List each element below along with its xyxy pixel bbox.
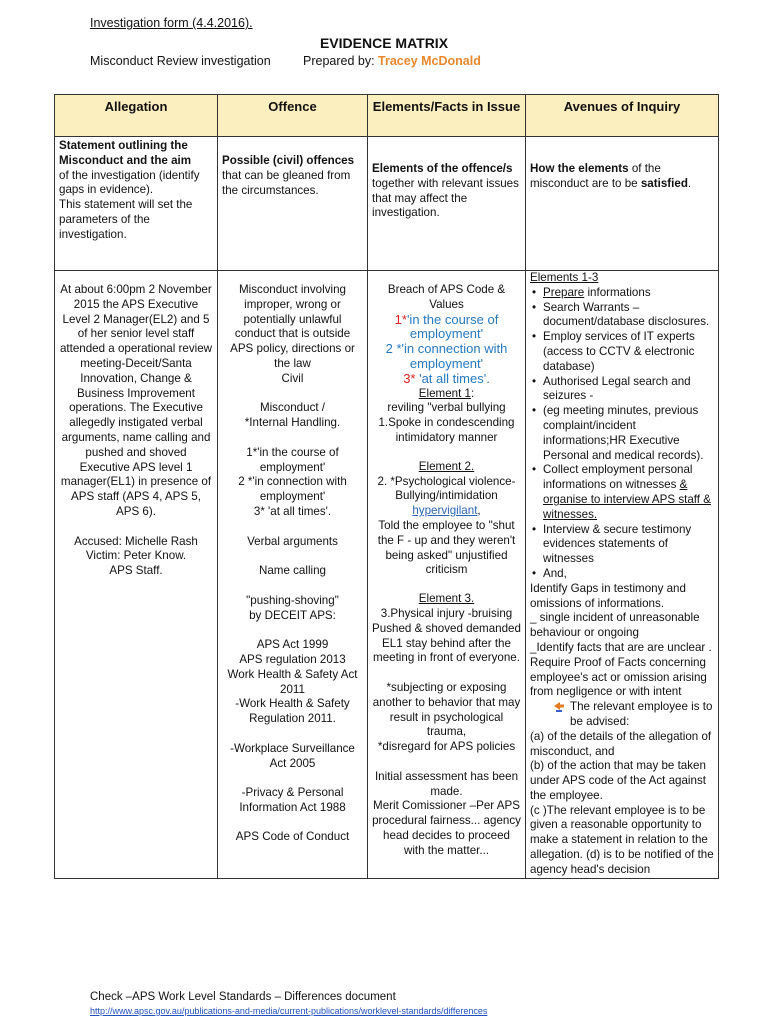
element-2-heading: Element 2.: [418, 459, 475, 473]
footer-check-note: Check –APS Work Level Standards – Differences document: [90, 991, 396, 1003]
review-label: Misconduct Review investigation: [90, 54, 271, 68]
element-1-text: reviling "verbal bullying 1.Spoke in condescending intimidatory manner: [378, 401, 515, 444]
intro-avenues-end: .: [687, 176, 692, 190]
intro-allegation-bold: Statement outlining the Misconduct and the aim: [59, 139, 192, 167]
intro-elements-text: together with relevant issues that may affect the investigation.: [372, 176, 519, 220]
allegation-text: At about 6:00pm 2 November 2015 the APS Executive Level 2 Manager(EL2) and 5 of her senior level staff attended a operational review meeting-Deceit/Santa Innovation, Change & Business Improvement operations. The Executive allegedly instigated verbal arguments, name calling and pushed and shoved Executive APS level 1 manager(EL1) in presence of APS staff (APS 4, APS 5, APS 6). Accused: Michelle Rash Victim: Peter Know. APS Staff.: [59, 283, 213, 578]
intro-offence: [218, 137, 368, 271]
element-1-colon: :: [470, 386, 475, 400]
intro-avenues: [526, 137, 719, 271]
offence-cell: [218, 271, 368, 879]
list-item-text: Collect employment personal informations on witnesses: [543, 463, 693, 492]
intro-row: [55, 137, 719, 271]
prepared-by: [303, 54, 481, 68]
page-title: EVIDENCE MATRIX: [319, 35, 449, 51]
avenues-list: [530, 286, 714, 582]
item3-text: 'at all times'.: [415, 370, 490, 386]
header-row: [55, 95, 719, 137]
prepared-label: Prepared by:: [303, 54, 379, 68]
evidence-matrix-table: [54, 94, 719, 879]
element-2-link-line: [372, 504, 521, 519]
header-elements: Elements/Facts in Issue: [368, 95, 526, 137]
list-item: [543, 463, 714, 522]
intro-allegation-text: of the investigation (identify gaps in evidence). This statement will set the parameters of the investigation.: [59, 168, 200, 241]
intro-avenues-mid: of the misconduct are to be: [530, 162, 661, 190]
intro-allegation: [55, 137, 218, 271]
offence-text: Misconduct involving improper, wrong or potentially unlawful conduct that is outside APS policy, directions or the law Civil Misconduct / *Internal Handling. 1*'in the course of employment' 2 *'in connection with employment' 3* 'at all times'. Verbal arguments Name calling "pushing-shoving" by DECEIT APS: APS Act 1999 APS regulation 2013 Work Health & Safety Act 2011 -Work Health & Safety Regulation 2011. -Workplace Surveillance Act 2005 -Privacy & Personal Information Act 1988 APS Code of Conduct: [227, 283, 358, 844]
hypervigilant-link[interactable]: hypervigilant: [412, 504, 478, 518]
avenues-advice-text: (a) of the details of the allegation of misconduct, and (b) of the action that may be taken under APS code of the Act against the employee. (c )The relevant employee is to be given a reasonable opportunity to make a statement in relation to the allegation. (d) is to be notified of the agency head's decision: [530, 729, 714, 876]
intro-elements-bold: Elements of the offence/s: [372, 162, 513, 175]
element-1-title: Element 1: [418, 386, 471, 400]
element-2-text-2: Told the employee to "shut the F - up and they weren't being asked" unjustified criticism: [377, 518, 516, 577]
spacer: [372, 446, 521, 460]
element-2-text: 2. *Psychological violence- Bullying/intimidation: [377, 474, 516, 503]
list-item: • Authorised Legal search and seizures -: [543, 375, 714, 405]
intro-avenues-bold1: How the elements: [530, 162, 629, 175]
element-item-3: [372, 372, 521, 387]
intro-elements: [368, 137, 526, 271]
footer-url-link[interactable]: http://www.apsc.gov.au/publications-and-media/current-publications/worklevel-standards/differences: [90, 1006, 488, 1016]
item1-marker: 1*: [394, 311, 407, 327]
allegation-cell: [55, 271, 218, 879]
preparer-name: Tracey McDonald: [378, 54, 481, 68]
element-3-text: 3.Physical injury -bruising Pushed & shoved demanded EL1 stay behind after the meeting in front of everyone. *subjecting or exposing another to behavior that may result in psychological trauma, *disregard for APS policies Initial assessment has been made. Merit Comissioner –Per APS procedural fairness... agency head decides to proceed with the matter...: [372, 606, 521, 857]
intro-offence-text: that can be gleaned from the circumstances.: [222, 168, 351, 197]
prepare-word: Prepare: [543, 285, 585, 299]
element-item-1: [372, 313, 521, 343]
element-item-2: 2 *'in connection with employment': [385, 341, 508, 371]
avenues-heading: Elements 1-3: [530, 271, 599, 284]
intro-avenues-bold2: satisfied: [640, 176, 688, 190]
header-offence: Offence: [218, 95, 368, 137]
list-item-underlined: & organise to interview APS staff & witnesses.: [543, 478, 711, 521]
header-avenues: Avenues of Inquiry: [526, 95, 719, 137]
form-label: Investigation form (4.4.2016).: [90, 16, 253, 30]
list-item: • (eg meeting minutes, previous complaint/incident informations;HR Executive Personal and medical records).: [543, 404, 714, 463]
avenues-gaps-text: Identify Gaps in testimony and omissions of informations. _ single incident of unreasonable behaviour or ongoing _Identify facts that are are unclear . Require Proof of Facts concerning employee's act or omission arising from negligence or with intent: [530, 581, 712, 699]
elements-cell: [368, 271, 526, 879]
list-item: [543, 286, 714, 301]
advise-item: [530, 700, 714, 730]
element-2-comma: ,: [477, 504, 481, 518]
list-item: • Search Warrants – document/database disclosures.: [543, 301, 714, 331]
list-item: • Interview & secure testimony evidences statements of witnesses: [543, 523, 714, 567]
item1-text: 'in the course of employment': [406, 311, 499, 342]
advise-text: The relevant employee is to be advised:: [570, 700, 713, 728]
list-item-text: informations: [584, 285, 651, 299]
spacer: [372, 578, 521, 592]
breach-text: Breach of APS Code & Values: [387, 283, 506, 311]
intro-offence-bold: Possible (civil) offences: [222, 154, 355, 167]
list-item: • Employ services of IT experts (access to CCTV & electronic database): [543, 330, 714, 374]
avenues-cell: [526, 271, 719, 879]
element-3-heading: Element 3.: [418, 592, 475, 606]
header-allegation: Allegation: [55, 95, 218, 137]
content-row: [55, 271, 719, 879]
item3-marker: 3*: [403, 370, 416, 386]
pointer-arrow-icon: [552, 700, 566, 714]
element-1-heading: [372, 387, 521, 402]
list-item: • And,: [543, 567, 714, 582]
